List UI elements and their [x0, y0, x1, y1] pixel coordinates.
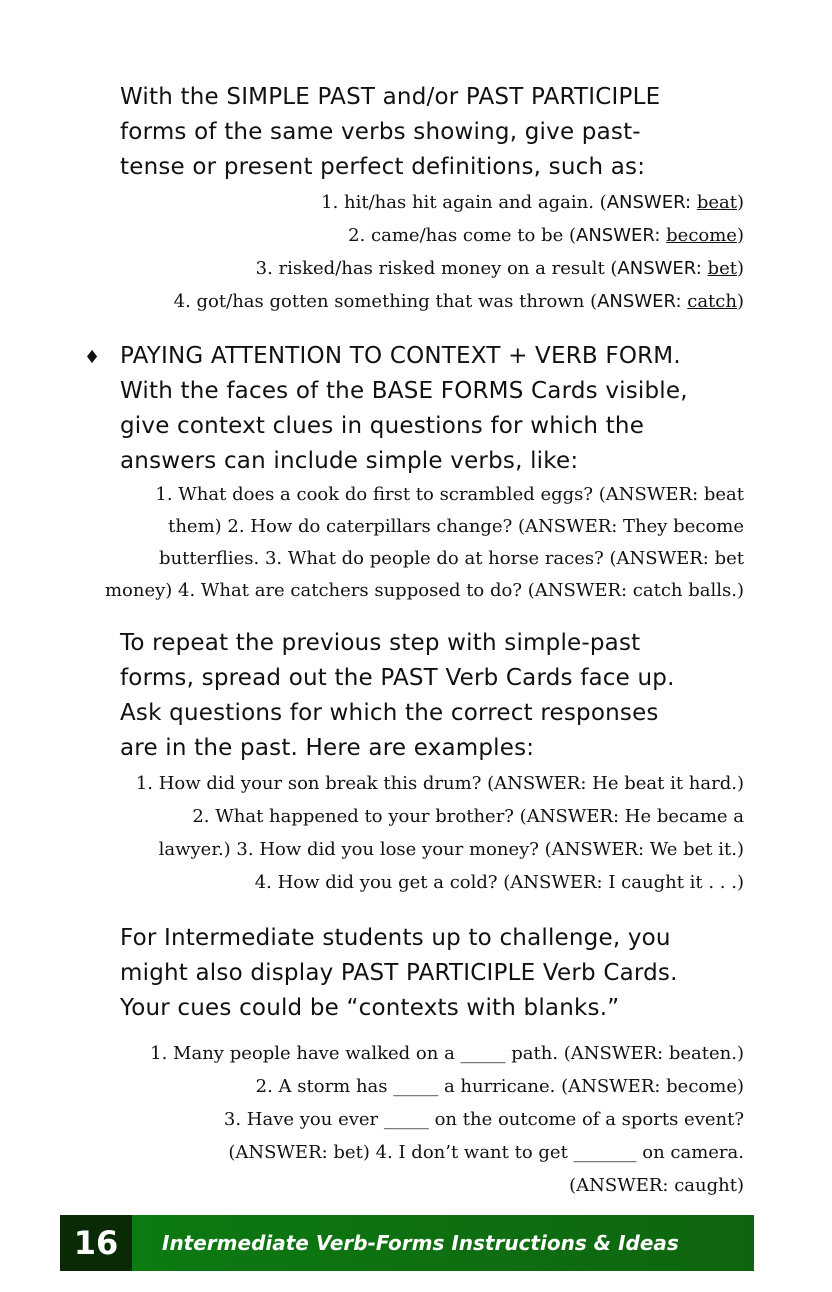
page-number: 16 — [60, 1215, 132, 1271]
section4-intro-line-2: might also display PAST PARTICIPLE Verb Cards. — [120, 960, 678, 986]
section2-intro-line-2: give context clues in questions for which the — [120, 413, 645, 439]
section1-examples — [104, 186, 744, 318]
section3-example-line-3: lawyer.) 3. How did you lose your money? (ANSWER: We bet it.) — [158, 839, 744, 860]
section2-example-line-1: 1. What does a cook do first to scrambled eggs? (ANSWER: beat — [155, 484, 744, 505]
answer-catch: catch — [687, 291, 737, 312]
section1-example-1: 1. hit/has hit again and again. (ANSWER: beat) — [321, 192, 744, 213]
section2-intro-line-3: answers can include simple verbs, like: — [120, 448, 579, 474]
section3-intro-line-3: Ask questions for which the correct responses — [120, 700, 659, 726]
answer-become: become — [666, 225, 737, 246]
section3-intro-line-1: To repeat the previous step with simple-past — [120, 630, 641, 656]
page-footer — [60, 1215, 754, 1271]
section4-example-line-1: 1. Many people have walked on a _____ path. (ANSWER: beaten.) — [150, 1043, 744, 1064]
section3-intro — [120, 626, 740, 766]
answer-beat: beat — [696, 192, 737, 213]
footer-title: Intermediate Verb-Forms Instructions & Ideas — [132, 1215, 754, 1271]
section3-example-line-4: 4. How did you get a cold? (ANSWER: I caught it . . .) — [254, 872, 744, 893]
section4-intro — [120, 921, 740, 1026]
section3-intro-line-2: forms, spread out the PAST Verb Cards face up. — [120, 665, 675, 691]
section2-intro-line-1: With the faces of the BASE FORMS Cards visible, — [120, 378, 688, 404]
section3-example-line-2: 2. What happened to your brother? (ANSWER: He became a — [192, 806, 744, 827]
section2-intro — [120, 339, 740, 479]
section4-example-line-5: (ANSWER: caught) — [569, 1175, 744, 1196]
section1-intro — [120, 80, 740, 185]
section1-intro-line-3: tense or present perfect definitions, such as: — [120, 154, 646, 180]
section2-example-line-4: money) 4. What are catchers supposed to do? (ANSWER: catch balls.) — [104, 580, 744, 601]
section1-example-4: 4. got/has gotten something that was thrown (ANSWER: catch) — [173, 291, 744, 312]
section2-heading: PAYING ATTENTION TO CONTEXT + VERB FORM. — [120, 343, 681, 369]
section4-example-line-4: (ANSWER: bet) 4. I don’t want to get _______ on camera. — [228, 1142, 744, 1163]
section3-examples — [44, 767, 744, 899]
section2-example-line-2: them) 2. How do caterpillars change? (ANSWER: They become — [168, 516, 744, 537]
section2-examples — [44, 479, 744, 607]
section1-example-3: 3. risked/has risked money on a result (ANSWER: bet) — [255, 258, 744, 279]
section3-example-line-1: 1. How did your son break this drum? (ANSWER: He beat it hard.) — [135, 773, 744, 794]
section4-examples — [64, 1037, 744, 1202]
section4-intro-line-3: Your cues could be “contexts with blanks.” — [120, 995, 620, 1021]
section3-intro-line-4: are in the past. Here are examples: — [120, 735, 535, 761]
section2-example-line-3: butterflies. 3. What do people do at horse races? (ANSWER: bet — [159, 548, 744, 569]
diamond-bullet-icon: ♦ — [84, 347, 101, 368]
section4-intro-line-1: For Intermediate students up to challenge, you — [120, 925, 671, 951]
section1-intro-line-2: forms of the same verbs showing, give past- — [120, 119, 641, 145]
section1-intro-line-1: With the SIMPLE PAST and/or PAST PARTICIPLE — [120, 84, 661, 110]
section1-example-2: 2. came/has come to be (ANSWER: become) — [348, 225, 744, 246]
answer-bet: bet — [707, 258, 737, 279]
section4-example-line-3: 3. Have you ever _____ on the outcome of a sports event? — [223, 1109, 744, 1130]
section4-example-line-2: 2. A storm has _____ a hurricane. (ANSWER: become) — [255, 1076, 744, 1097]
